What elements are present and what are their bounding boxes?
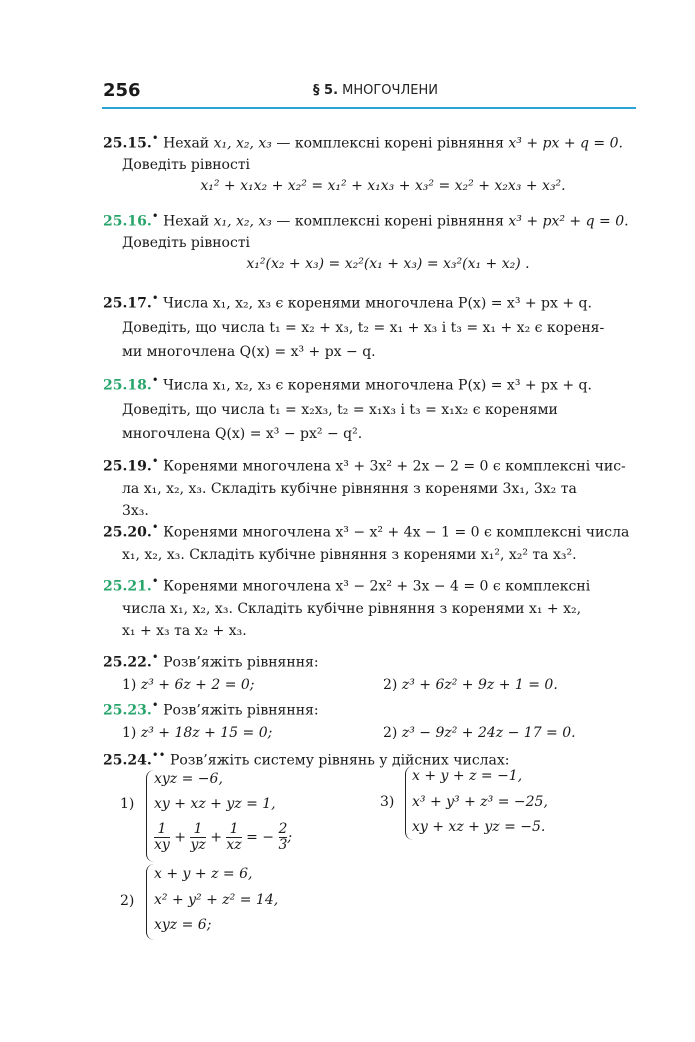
item-label: 1) — [122, 724, 137, 741]
system-eq-1: x + y + z = −1, — [412, 768, 523, 784]
section-title — [313, 83, 438, 98]
problem-line-2: x₁, x₂, x₃. Складіть кубічне рівняння з коренями x₁², x₂² та x₃². — [122, 546, 577, 563]
difficulty-mark: • — [151, 131, 159, 145]
system-label: 3) — [380, 794, 395, 810]
item-label: 1) — [122, 676, 137, 693]
section-name: МНОГОЧЛЕНИ — [342, 83, 438, 98]
problem-25-20 — [103, 516, 643, 566]
system-eq-2: x² + y² + z² = 14, — [154, 892, 279, 908]
problem-line-1: Коренями многочлена x³ − 2x² + 3x − 4 = 0 є комплексні — [163, 578, 591, 595]
difficulty-mark: • — [151, 291, 159, 305]
problem-number: 25.22. — [103, 654, 152, 671]
problem-line: Доведіть рівності — [122, 156, 251, 173]
problem-line-3: 3x₃. — [122, 502, 149, 519]
item-2 — [383, 674, 558, 696]
problem-text: Розв’яжіть рівняння: — [163, 654, 319, 671]
problem-25-24 — [103, 744, 643, 772]
system-eq-2: x³ + y³ + z³ = −25, — [412, 794, 548, 810]
system-label: 1) — [120, 796, 135, 812]
problem-line-1: Коренями многочлена x³ − x² + 4x − 1 = 0 є комплексні числа — [163, 524, 630, 541]
page-number: 256 — [103, 80, 141, 101]
problem-equation: x³ + px + q = 0. — [508, 135, 623, 152]
difficulty-mark: •• — [151, 748, 166, 762]
problem-equation: x³ + px² + q = 0. — [508, 213, 629, 230]
difficulty-mark: • — [151, 373, 159, 387]
item-label: 2) — [383, 676, 398, 693]
difficulty-mark: • — [151, 454, 159, 468]
problem-line: Доведіть рівності — [122, 234, 251, 251]
problem-number: 25.15. — [103, 135, 152, 152]
problem-number: 25.16. — [103, 213, 152, 230]
fraction: $\frac{1}{yz}$ — [190, 821, 206, 853]
system-eq-1: xyz = −6, — [154, 771, 223, 787]
problem-number: 25.24. — [103, 752, 152, 769]
semicolon: ; — [287, 829, 293, 846]
problem-line-1: Коренями многочлена x³ + 3x² + 2x − 2 = 0 є комплексні чис- — [163, 458, 626, 475]
plus-sign: + — [210, 829, 222, 846]
equation-2: z³ − 9z² + 24z − 17 = 0. — [401, 724, 576, 741]
difficulty-mark: • — [151, 209, 159, 223]
difficulty-mark: • — [151, 574, 159, 588]
fraction: $\frac{1}{xy}$ — [154, 821, 170, 853]
problem-25-16 — [103, 206, 643, 275]
problem-number: 25.23. — [103, 702, 152, 719]
problem-25-21 — [103, 570, 643, 642]
system-eq-2: xy + xz + yz = 1, — [154, 796, 276, 812]
equation-1: z³ + 6z + 2 = 0; — [140, 676, 255, 693]
problem-line-1: Числа x₁, x₂, x₃ є коренями многочлена P(x) = x³ + px + q. — [163, 295, 592, 312]
problem-line-2: Доведіть, що числа t₁ = x₂x₃, t₂ = x₁x₃ і t₃ = x₁x₂ є коренями — [122, 401, 558, 418]
problem-text-2: — комплексні корені рівняння — [276, 135, 504, 152]
fraction: $\frac{2}{3}$ — [278, 821, 288, 853]
problem-25-17 — [103, 286, 643, 364]
problem-line-3: x₁ + x₃ та x₂ + x₃. — [122, 622, 247, 639]
problem-vars: x₁, x₂, x₃ — [213, 135, 272, 152]
equals-minus: = − — [246, 829, 275, 846]
problem-number: 25.21. — [103, 578, 152, 595]
problem-number: 25.20. — [103, 524, 152, 541]
problem-text: Розв’яжіть рівняння: — [163, 702, 319, 719]
difficulty-mark: • — [151, 520, 159, 534]
header-rule — [102, 107, 636, 109]
problem-25-22 — [103, 646, 643, 696]
problem-25-18 — [103, 368, 643, 446]
problem-formula: x₁²(x₂ + x₃) = x₂²(x₁ + x₃) = x₃²(x₁ + x₂) . — [246, 255, 530, 272]
equation-1: z³ + 18z + 15 = 0; — [140, 724, 273, 741]
problem-25-19 — [103, 450, 643, 522]
problem-line-2: ла x₁, x₂, x₃. Складіть кубічне рівняння з коренями 3x₁, 3x₂ та — [122, 480, 577, 497]
plus-sign: + — [174, 829, 186, 846]
problem-text: Нехай — [163, 135, 210, 152]
problem-line-3: ми многочлена Q(x) = x³ + px − q. — [122, 343, 376, 360]
problem-text: Розв’яжіть систему рівнянь у дійсних числах: — [169, 752, 510, 769]
difficulty-mark: • — [151, 650, 159, 664]
problem-formula: x₁² + x₁x₂ + x₂² = x₁² + x₁x₃ + x₃² = x₂² + x₂x₃ + x₃². — [200, 177, 566, 194]
problem-text-2: — комплексні корені рівняння — [276, 213, 504, 230]
problem-25-15 — [103, 128, 643, 197]
difficulty-mark: • — [151, 698, 159, 712]
system-eq-1: x + y + z = 6, — [154, 866, 253, 882]
problem-line-3: многочлена Q(x) = x³ − px² − q². — [122, 425, 363, 442]
system-eq-3 — [154, 822, 292, 853]
section-sign: § 5. — [313, 83, 339, 98]
item-2 — [383, 722, 576, 744]
item-label: 2) — [383, 724, 398, 741]
problem-line-1: Числа x₁, x₂, x₃ є коренями многочлена P(x) = x³ + px + q. — [163, 377, 592, 394]
problem-text: Нехай — [163, 213, 210, 230]
fraction: $\frac{1}{xz}$ — [226, 821, 242, 853]
problem-number: 25.19. — [103, 458, 152, 475]
problem-number: 25.17. — [103, 295, 152, 312]
system-eq-3: xy + xz + yz = −5. — [412, 819, 546, 835]
equation-2: z³ + 6z² + 9z + 1 = 0. — [401, 676, 558, 693]
problem-vars: x₁, x₂, x₃ — [213, 213, 272, 230]
problem-25-23 — [103, 694, 643, 744]
problem-line-2: Доведіть, що числа t₁ = x₂ + x₃, t₂ = x₁ + x₃ і t₃ = x₁ + x₂ є кореня- — [122, 319, 605, 336]
system-label: 2) — [120, 893, 135, 909]
problem-number: 25.18. — [103, 377, 152, 394]
problem-line-2: числа x₁, x₂, x₃. Складіть кубічне рівняння з коренями x₁ + x₂, — [122, 600, 582, 617]
system-eq-3: xyz = 6; — [154, 917, 212, 933]
